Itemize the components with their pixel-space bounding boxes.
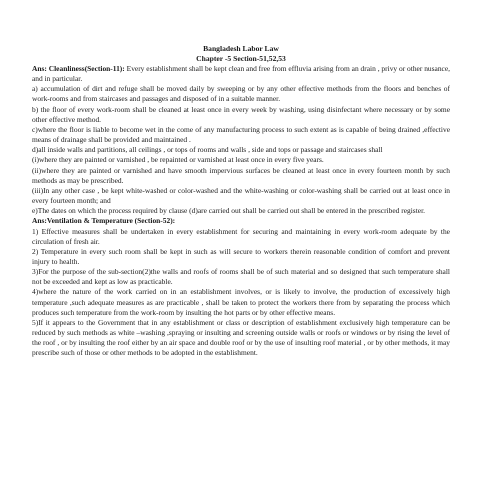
section-cleanliness-heading: Ans: Cleanliness(Section-11):: [32, 64, 125, 73]
clause-c: c)where the floor is liable to become wet in the come of any manufacturing process to such extent as is capable of being drained ,effective means of drainage shall be provided and maintained .: [32, 124, 450, 145]
ventilation-item-3: 3)For the purpose of the sub-section(2)the walls and roofs of rooms shall be of such material and so designed that such temperature shall not be exceeded and kept as low as practicable.: [32, 267, 450, 287]
document-subtitle: Chapter -5 Section-51,52,53: [196, 54, 286, 63]
section-cleanliness-intro: [32, 64, 450, 84]
section-ventilation-heading: Ans:Ventilation & Temperature (Section-52):: [32, 216, 176, 226]
clause-d-ii: (ii)where they are painted or varnished and have smooth impervious surfaces be cleaned at least once in every fourteen month by such methods as may be prescribed.: [32, 165, 450, 185]
clause-b: b) the floor of every work-room shall be cleaned at least once in every week by washing, using disinfectant where necessary or by some other effective method.: [32, 104, 450, 124]
clause-d: d)all inside walls and partitions, all ceilings , or tops of rooms and walls , side and tops or passage and staircases shall: [32, 145, 383, 155]
ventilation-item-1: 1) Effective measures shall be undertaken in every establishment for securing and maintaining in every work-room adequate by the circulation of fresh air.: [32, 226, 450, 246]
document-title: Bangladesh Labor Law: [203, 44, 279, 53]
clause-a: a) accumulation of dirt and refuge shall be moved daily by sweeping or by any other effective methods from the floors and benches of work-rooms and from staircases and passages and disposed of in a suitable manner.: [32, 84, 450, 104]
ventilation-item-2: 2) Temperature in every such room shall be kept in such as will secure to workers therein reasonable condition of comfort and prevent injury to health.: [32, 246, 450, 266]
section-cleanliness-intro-text: Every establishment shall be kept clean and free from effluvia arising from an drain , privy or other nusance, and in particular.: [32, 64, 451, 84]
ventilation-item-5: 5)If it appears to the Government that in any establishment or class or description of establishment exclusively high temperature can be reduced by such methods as white –washing ,spraying or insulting and screening outside walls or roofs or windows or by rising the level of the roof , or by insulting the roof either by an air space and double roof or by the use of insulting roof material , or by other methods, it may prescribe such of those or other methods to be adopted in the establishment.: [32, 317, 450, 358]
document-body: [32, 44, 450, 359]
clause-d-i: (i)where they are painted or varnished , be repainted or varnished at least once in every five years.: [32, 155, 324, 165]
ventilation-item-4: 4)where the nature of the work carried on in an establishment involves, or is likely to involve, the production of excessively high temperature ,such adequate measures as are practicable , shall be taken to protect the workers there from by separating the process which produces such temperature from the work-room by insulting the hot parts or by other effective means.: [32, 287, 450, 317]
clause-d-iii: (iii)In any other case , be kept white-washed or color-washed and the white-washing or color-washing shall be carried out at least once in every fourteen month; and: [32, 185, 450, 206]
clause-e: e)The dates on which the process required by clause (d)are carried out shall be carried out shall be entered in the prescribed register.: [32, 206, 425, 216]
